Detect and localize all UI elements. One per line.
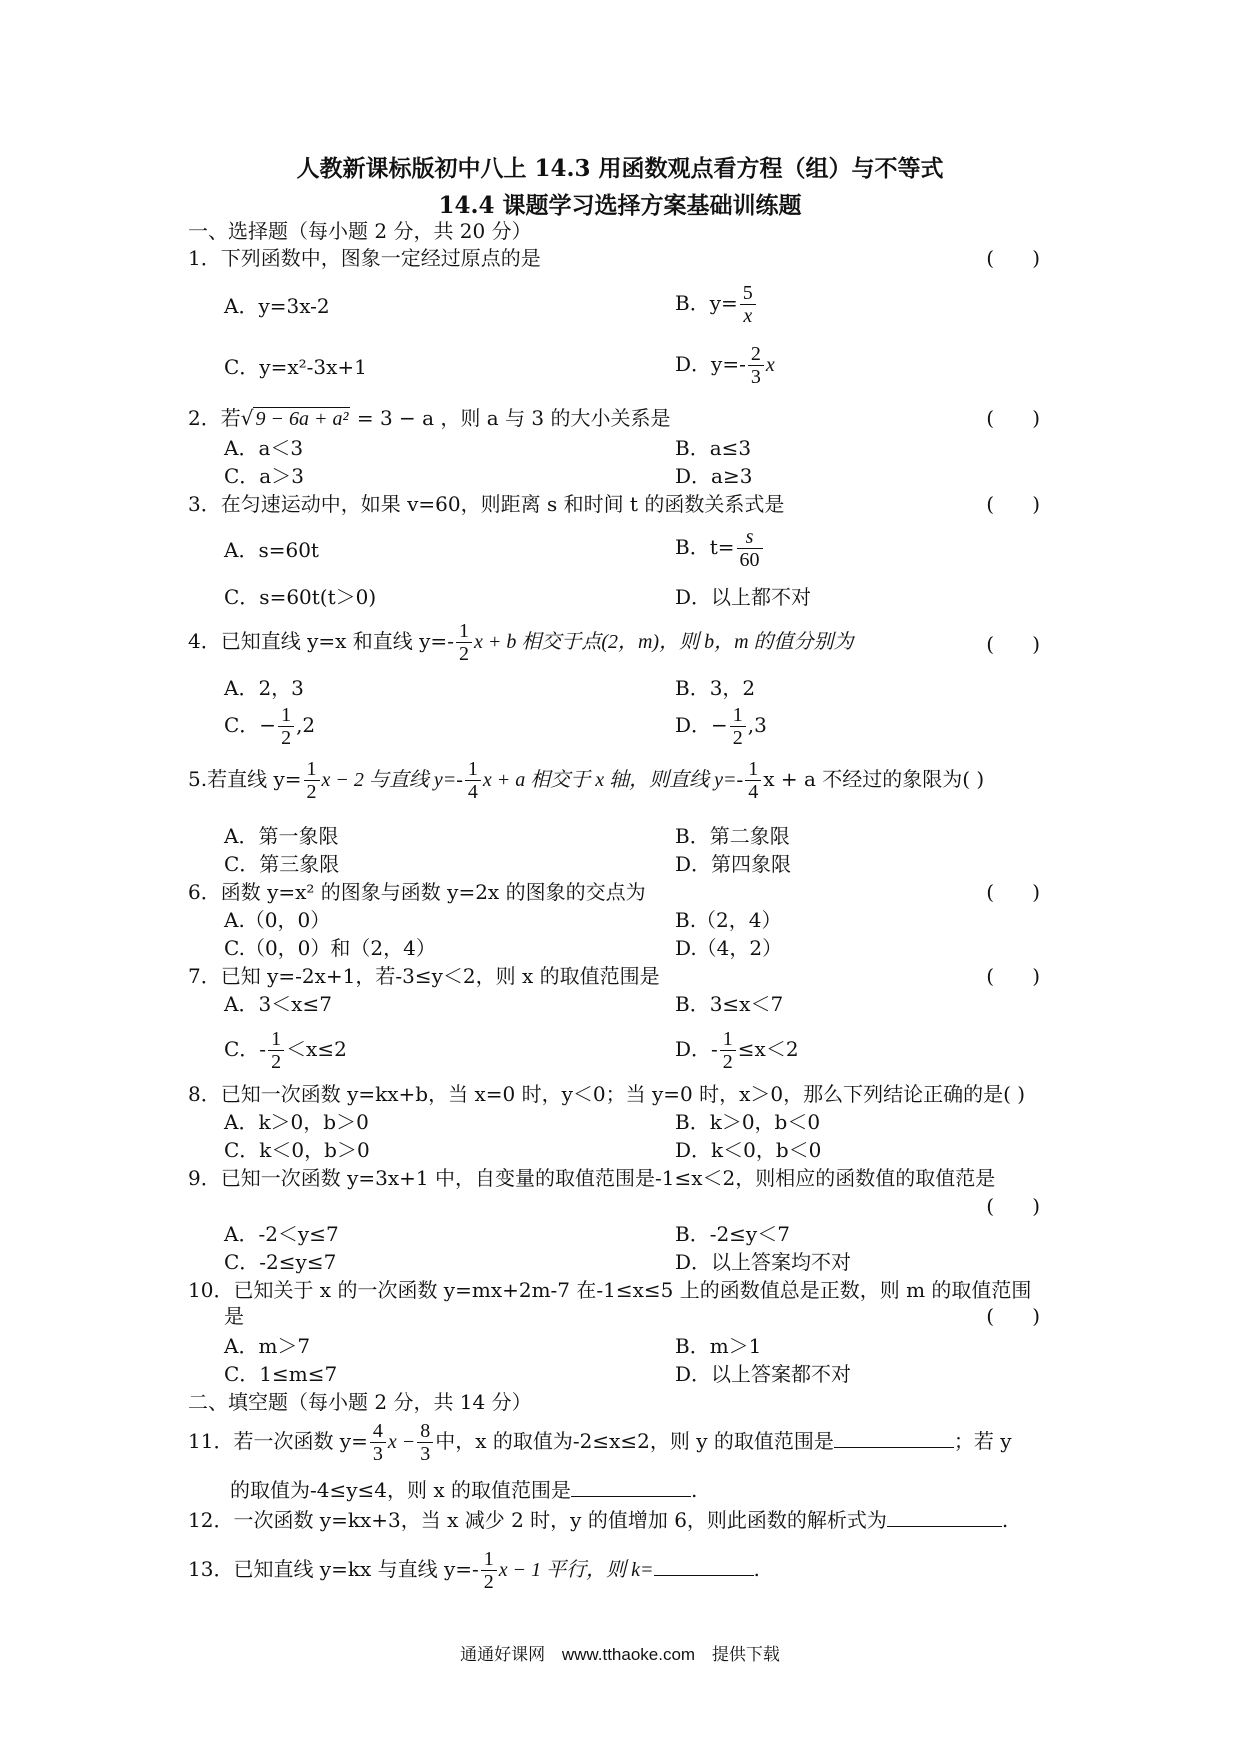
q6-option-d: D.（4，2）: [675, 936, 783, 960]
answer-blank[interactable]: [834, 1427, 954, 1448]
answer-blank[interactable]: [654, 1555, 754, 1576]
question-2-stem: 2．若√ 9 − 6a + a² = 3 − a ，则 a 与 3 的大小关系是: [188, 406, 671, 430]
answer-paren: ( ): [986, 406, 1040, 430]
q9-option-a: A．-2＜y≤7: [224, 1222, 339, 1246]
q4-option-b: B．3，2: [675, 676, 756, 700]
q5-option-d: D．第四象限: [675, 852, 792, 876]
q4-option-a: A．2，3: [224, 676, 304, 700]
question-9-stem: 9．已知一次函数 y=3x+1 中，自变量的取值范围是-1≤x＜2，则相应的函数值的取值范是: [188, 1166, 996, 1190]
answer-paren: ( ): [986, 880, 1040, 904]
q2-option-d: D．a≥3: [675, 464, 753, 488]
q3-option-d: D．以上都不对: [675, 585, 812, 609]
q3-option-a: A．s=60t: [224, 538, 319, 562]
question-10-stem-cont: 是: [224, 1304, 244, 1328]
q2-option-a: A．a＜3: [224, 436, 304, 460]
q2-option-b: B．a≤3: [675, 436, 752, 460]
q10-option-b: B．m＞1: [675, 1334, 762, 1358]
q7-option-b: B．3≤x＜7: [675, 992, 784, 1016]
q6-option-c: C.（0，0）和（2，4）: [224, 936, 436, 960]
q3-option-b: B．t= $\frac{s}{60}$: [675, 526, 765, 571]
q9-option-b: B．-2≤y＜7: [675, 1222, 790, 1246]
answer-blank[interactable]: [887, 1506, 1002, 1527]
answer-paren: ( ): [986, 632, 1040, 656]
section-heading-fill: 二、填空题（每小题 2 分，共 14 分）: [188, 1390, 532, 1414]
question-11-stem: 11．若一次函数 y= $\frac{4}{3}$ x − $\frac{8}{3}$ 中，x 的取值为-2≤x≤2，则 y 的取值范围是 ；若 y: [188, 1420, 1012, 1465]
answer-paren: ( ): [986, 246, 1040, 270]
q4-option-d: D．− $\frac{1}{2}$ ,3: [675, 704, 767, 749]
question-4-stem: 4．已知直线 y=x 和直线 y=- $\frac{1}{2}$ x + b 相交于点(2，m)，则 b，m 的值分别为: [188, 620, 854, 665]
answer-paren: ( ): [986, 1304, 1040, 1328]
q6-option-b: B.（2，4）: [675, 908, 782, 932]
q1-option-b: B．y= $\frac{5}{x}$: [675, 282, 758, 327]
footer-tail: 提供下载: [711, 1645, 780, 1664]
question-7-stem: 7．已知 y=-2x+1，若-3≤y＜2，则 x 的取值范围是: [188, 964, 660, 988]
q10-option-a: A．m＞7: [224, 1334, 311, 1358]
q8-option-a: A．k＞0，b＞0: [224, 1110, 369, 1134]
q1-option-c: C．y=x²-3x+1: [224, 355, 367, 379]
question-3-stem: 3．在匀速运动中，如果 v=60，则距离 s 和时间 t 的函数关系式是: [188, 492, 785, 516]
q8-option-c: C．k＜0，b＞0: [224, 1138, 370, 1162]
answer-blank[interactable]: [571, 1476, 691, 1497]
question-1-stem: 1．下列函数中，图象一定经过原点的是: [188, 246, 541, 270]
q10-option-c: C．1≤m≤7: [224, 1362, 338, 1386]
question-12-stem: 12．一次函数 y=kx+3，当 x 减少 2 时，y 的值增加 6，则此函数的解析式为 .: [188, 1508, 1009, 1532]
q5-option-a: A．第一象限: [224, 824, 339, 848]
question-11-line-2: 的取值为-4≤y≤4，则 x 的取值范围是 .: [230, 1478, 698, 1502]
q9-option-c: C．-2≤y≤7: [224, 1250, 337, 1274]
footer-site: 通通好课网: [460, 1645, 546, 1664]
answer-paren: ( ): [986, 492, 1040, 516]
q8-option-b: B．k＞0，b＜0: [675, 1110, 821, 1134]
q3-option-c: C．s=60t(t＞0): [224, 585, 377, 609]
q9-option-d: D．以上答案均不对: [675, 1250, 852, 1274]
q2-option-c: C．a＞3: [224, 464, 304, 488]
q7-option-c: C．- $\frac{1}{2}$ ＜x≤2: [224, 1028, 347, 1073]
footer: [0, 1640, 1240, 1665]
question-8-stem: 8．已知一次函数 y=kx+b，当 x=0 时，y＜0；当 y=0 时，x＞0，那么下列结论正确的是( ): [188, 1082, 1026, 1106]
answer-paren: ( ): [986, 964, 1040, 988]
q10-option-d: D．以上答案都不对: [675, 1362, 852, 1386]
question-5-stem: 5.若直线 y= $\frac{1}{2}$ x − 2 与直线 y=- $\frac{1}{4}$ x + a 相交于 x 轴，则直线 y=- $\frac{1}{4}$ x + a 不经过的象限为( ): [188, 758, 985, 803]
q1-option-d: D．y=- $\frac{2}{3}$ x: [675, 343, 775, 388]
q7-option-d: D．- $\frac{1}{2}$ ≤x＜2: [675, 1028, 799, 1073]
title-line-1: 人教新课标版初中八上 14.3 用函数观点看方程（组）与不等式: [296, 155, 944, 182]
q1-option-a: A．y=3x-2: [224, 294, 330, 318]
q7-option-a: A．3＜x≤7: [224, 992, 332, 1016]
title-line-2: 14.4 课题学习选择方案基础训练题: [438, 192, 802, 219]
footer-url[interactable]: www.tthaoke.com: [561, 1645, 696, 1664]
q6-option-a: A.（0，0）: [224, 908, 331, 932]
q4-option-c: C．− $\frac{1}{2}$ ,2: [224, 704, 316, 749]
answer-paren: ( ): [986, 1194, 1040, 1218]
q8-option-d: D．k＜0，b＜0: [675, 1138, 822, 1162]
question-6-stem: 6．函数 y=x² 的图象与函数 y=2x 的图象的交点为: [188, 880, 646, 904]
q5-option-c: C．第三象限: [224, 852, 340, 876]
question-13-stem: 13．已知直线 y=kx 与直线 y=- $\frac{1}{2}$ x − 1 平行，则 k= .: [188, 1548, 760, 1593]
section-heading-choice: 一、选择题（每小题 2 分，共 20 分）: [188, 219, 532, 243]
q5-option-b: B．第二象限: [675, 824, 790, 848]
question-10-stem: 10．已知关于 x 的一次函数 y=mx+2m-7 在-1≤x≤5 上的函数值总是正数，则 m 的取值范围: [188, 1278, 1032, 1302]
